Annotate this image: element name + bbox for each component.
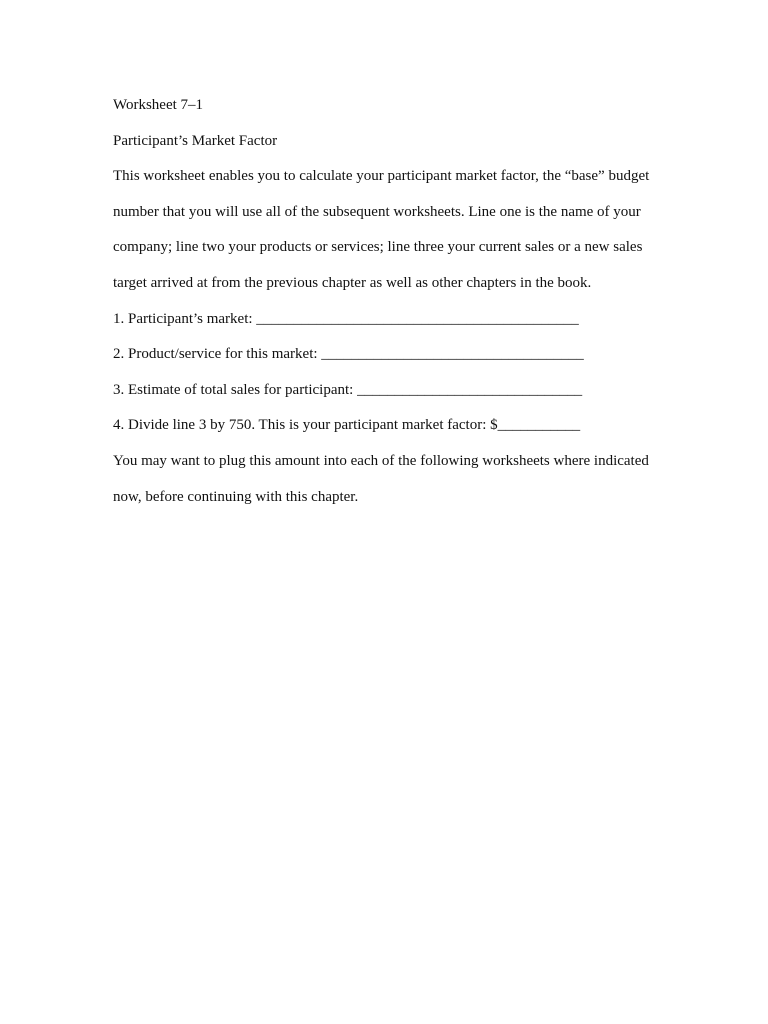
worksheet-title: Worksheet 7–1 [113,97,204,113]
worksheet-subtitle: Participant’s Market Factor [113,132,278,149]
intro-line: number that you will use all of the subsequent worksheets. Line one is the name of your [113,203,641,220]
closing-line: You may want to plug this amount into each of the following worksheets where indicated [113,452,649,469]
document-page [113,88,673,515]
worksheet-item-2: 2. Product/service for this market: ___________________________________ [113,346,584,363]
closing-line: now, before continuing with this chapter. [113,488,359,505]
intro-line: target arrived at from the previous chapter as well as other chapters in the book. [113,274,592,291]
worksheet-item-1: 1. Participant’s market: ___________________________________________ [113,310,579,327]
worksheet-item-4: 4. Divide line 3 by 750. This is your participant market factor: $___________ [113,417,581,434]
intro-line: company; line two your products or services; line three your current sales or a new sales [113,239,643,256]
intro-line: This worksheet enables you to calculate your participant market factor, the “base” budget [113,168,650,185]
worksheet-item-3: 3. Estimate of total sales for participant: ______________________________ [113,381,583,398]
